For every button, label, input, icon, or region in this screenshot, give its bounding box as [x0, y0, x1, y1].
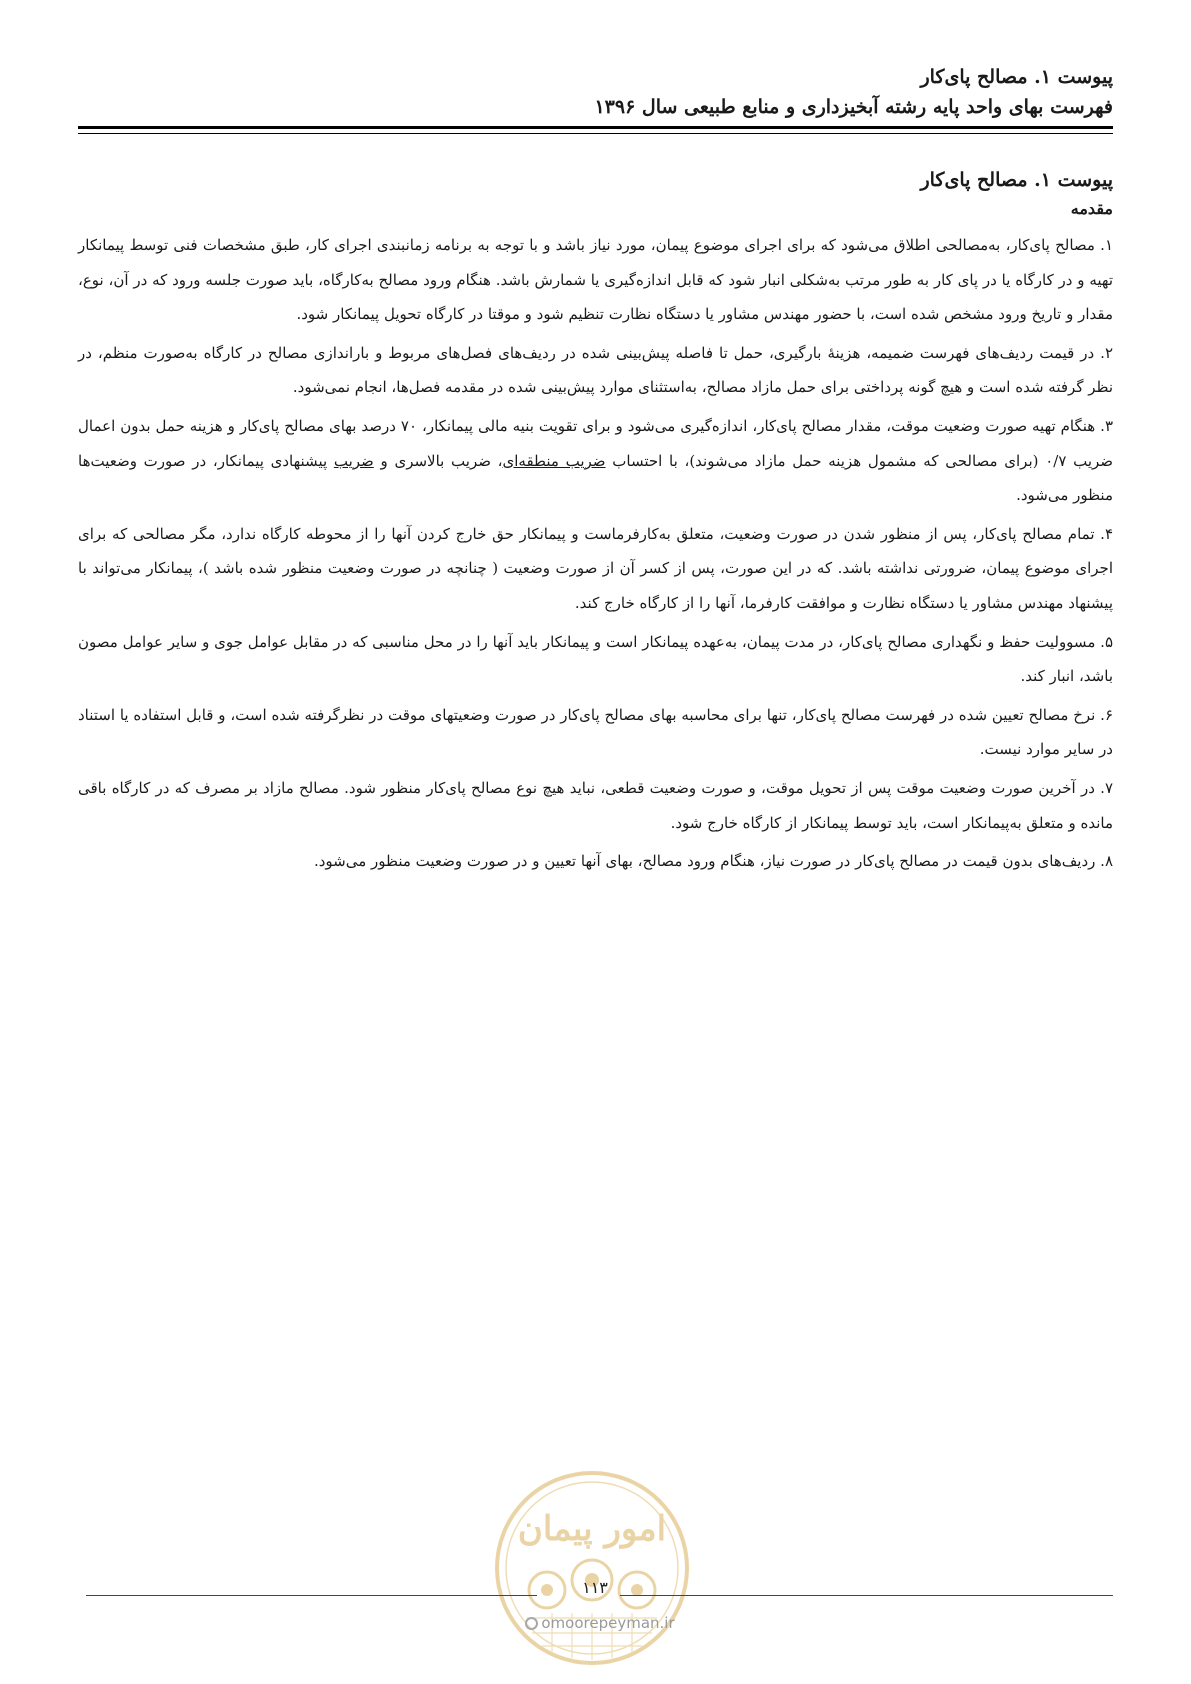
underlined-term-coefficient: ضریب — [333, 451, 374, 470]
header-subtitle: فهرست بهای واحد پایه رشته آبخیزداری و منابع طبیعی سال ۱۳۹۶ — [594, 96, 1113, 118]
website-watermark — [480, 1614, 720, 1632]
underlined-term-regional-coefficient: ضریب منطقه‌ای — [502, 451, 606, 470]
footer-rule-right — [620, 1595, 1113, 1596]
paragraph-3 — [78, 409, 1113, 513]
paragraph-2: ۲. در قیمت ردیف‌های فهرست ضمیمه، هزینهٔ بارگیری، حمل تا فاصله پیش‌بینی شده در ردیف‌های فصل‌های مربوط و باراندازی مصالح در کارگاه به‌صورت منظم، در نظر گرفته شده است و هیچ گونه پرداختی برای حمل مازاد مصالح، به‌استثنای موارد پیش‌بینی شده در مقدمه فصل‌ها، انجام نمی‌شود. — [78, 343, 1113, 397]
seal-text: امور پیمان — [517, 1509, 667, 1549]
paragraph-6: ۶. نرخ مصالح تعیین شده در فهرست مصالح پای‌کار، تنها برای محاسبه بهای مصالح پای‌کار در صورت وضعیتهای موقت در نظرگرفته شده است، و قابل استفاده یا استناد در سایر موارد نیست. — [78, 705, 1113, 759]
paragraph-4: ۴. تمام مصالح پای‌کار، پس از منظور شدن در صورت وضعیت، متعلق به‌کارفرماست و پیمانکار حق خارج کردن آنها را از محوطه کارگاه ندارد، مگر مصالحی که برای اجرای موضوع پیمان، ضرورتی نداشته باشد. که در این صورت، پس از کسر آن از صورت وضعیت ( چنانچه در صورت وضعیت منظور شده باشد )، پیمانکار می‌تواند با پیشنهاد مهندس مشاور یا دستگاه نظارت و موافقت کارفرما، آنها را از کارگاه خارج کند. — [78, 524, 1113, 612]
header-rule-thick — [78, 126, 1113, 129]
page-header — [78, 62, 1113, 122]
paragraph-3-part-b: ، ضریب بالاسری و — [373, 451, 503, 470]
footer-rule-left — [86, 1595, 537, 1596]
header-title: پیوست ۱. مصالح پای‌کار — [920, 66, 1113, 88]
page-number: ۱۱۳ — [582, 1578, 608, 1597]
paragraph-3-part-c: پیشنهادی پیمانکار، در صورت وضعیت‌ها منظور می‌شود. — [78, 451, 1113, 505]
paragraph-3-part-a: ۳. هنگام تهیه صورت وضعیت موقت، مقدار مصالح پای‌کار، اندازه‌گیری می‌شود و برای تقویت بنیه مالی پیمانکار، ۷۰ درصد بهای مصالح پای‌کار و هزینه حمل بدون اعمال ضریب ۰/۷ (برای مصالحی که مشمول هزینه حمل مازاد می‌شوند)، با احتساب — [78, 416, 1114, 470]
watermark-seal-icon — [487, 1468, 697, 1668]
paragraph-1: ۱. مصالح پای‌کار، به‌مصالحی اطلاق می‌شود که برای اجرای موضوع پیمان، مورد نیاز باشد و با توجه به برنامه زمانبندی اجرای کار، طبق مشخصات فنی توسط پیمانکار تهیه و در کارگاه یا در پای کار به طور مرتب به‌شکلی انبار شود که قابل اندازه‌گیری یا شمارش باشد. هنگام ورود مصالح به‌کارگاه، باید صورت جلسه ورود که در آن، نوع، مقدار و تاریخ ورود مشخص شده است، با حضور مهندس مشاور یا دستگاه نظارت تنظیم شود و موقتا در کارگاه تحویل پیمانکار شود. — [78, 236, 1113, 324]
paragraph-5: ۵. مسوولیت حفظ و نگهداری مصالح پای‌کار، در مدت پیمان، به‌عهده پیمانکار است و پیمانکار باید آنها را در محل مناسبی که در مقابل عوامل جوی و سایر عوامل مصون باشد، انبار کند. — [78, 632, 1114, 686]
paragraph-7: ۷. در آخرین صورت وضعیت موقت پس از تحویل موقت، و صورت وضعیت قطعی، نباید هیچ نوع مصالح پای‌کار منظور شود. مصالح مازاد بر مصرف که در کارگاه باقی مانده و متعلق به‌پیمانکار است، باید توسط پیمانکار از کارگاه خارج شود. — [78, 778, 1113, 832]
paragraph-8: ۸. ردیف‌های بدون قیمت در مصالح پای‌کار در صورت نیاز، هنگام ورود مصالح، بهای آنها تعیین و در صورت وضعیت منظور می‌شود. — [313, 852, 1113, 871]
at-icon — [525, 1617, 538, 1630]
document-body — [78, 164, 1113, 883]
section-subtitle: مقدمه — [1070, 199, 1113, 218]
section-title: پیوست ۱. مصالح پای‌کار — [920, 169, 1113, 191]
header-rule-thin — [78, 133, 1113, 134]
website-url: omoorepeyman.ir — [541, 1614, 675, 1632]
